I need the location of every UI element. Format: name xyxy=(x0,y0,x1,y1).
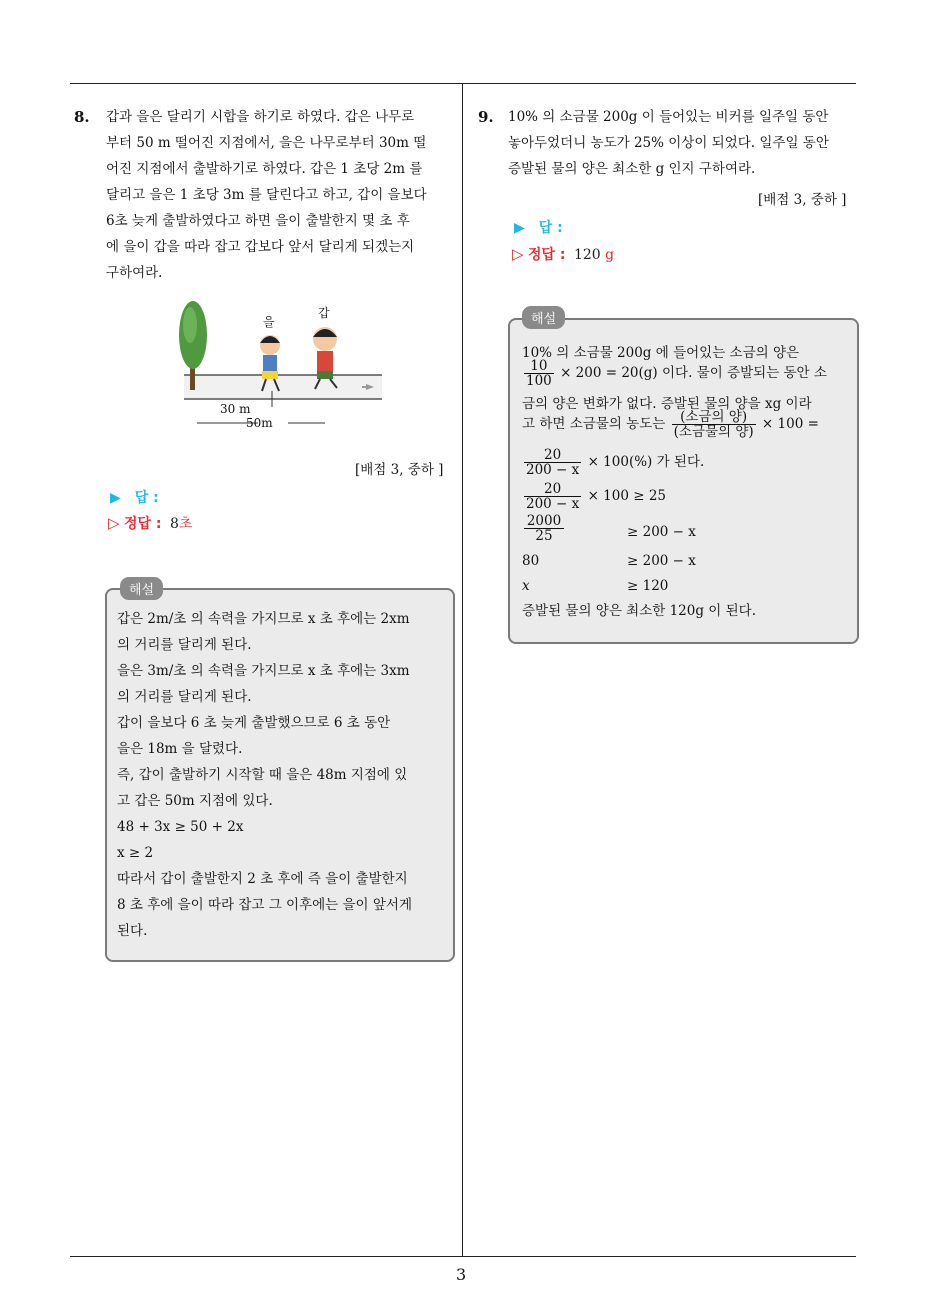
q9-ineq4: x ≥ 120 xyxy=(522,578,669,594)
question-8-text-line: 부터 50 m 떨어진 지점에서, 을은 나무로부터 30m 떨 xyxy=(106,135,427,151)
play-icon: ▶ xyxy=(514,220,525,236)
q9-sol-line1: 10% 의 소금물 200g 에 들어있는 소금의 양은 xyxy=(522,345,800,361)
question-8-solution-line: 의 거리를 달리게 된다. xyxy=(117,637,252,653)
question-8-solution-line: 의 거리를 달리게 된다. xyxy=(117,689,252,705)
q9-ineq2: $\frac{2000}{25}$ ≥ 200 − x xyxy=(522,514,566,543)
running-figure xyxy=(170,295,390,430)
question-8-text-line: 어진 지점에서 출발하기로 하였다. 갑은 1 초당 2m 를 xyxy=(106,161,423,177)
question-9-text-line: 10% 의 소금물 200g 이 들어있는 비커를 일주일 동안 xyxy=(508,109,829,125)
question-8-solution-line: x ≥ 2 xyxy=(117,845,154,861)
question-8-solution-line: 갑이 을보다 6 초 늦게 출발했으므로 6 초 동안 xyxy=(117,715,391,731)
question-8-solution-line: 따라서 갑이 출발한지 2 초 후에 즉 을이 출발한지 xyxy=(117,871,408,887)
question-8-text xyxy=(106,104,456,286)
question-8-solution-line: 을은 3m/초 의 속력을 가지므로 x 초 후에는 3xm xyxy=(117,663,410,679)
bottom-rule xyxy=(70,1256,856,1257)
question-9-correct-answer: ▷ 정답 : 120 g xyxy=(512,245,615,263)
question-9-text-line: 놓아두었더니 농도가 25% 이상이 되었다. 일주일 동안 xyxy=(508,135,829,151)
question-8-text-line: 6초 늦게 출발하였다고 하면 을이 출발한지 몇 초 후 xyxy=(106,213,410,229)
question-9-answer-field[interactable]: ▶ 답 : xyxy=(514,220,563,236)
question-9-text xyxy=(508,104,858,182)
q9-sol-last: 증발된 물의 양은 최소한 120g 이 된다. xyxy=(522,603,756,619)
label-50m: 50m xyxy=(246,416,273,430)
question-8-points: [배점 3, 중하 ] xyxy=(355,462,444,478)
question-8-solution-text xyxy=(117,606,443,944)
question-8-solution-line: 된다. xyxy=(117,923,148,939)
q9-ineq1: $\frac{20}{200 - x}$ × 100 ≥ 25 xyxy=(526,481,667,512)
question-8-text-line: 갑과 을은 달리기 시합을 하기로 하였다. 갑은 나무로 xyxy=(106,109,415,125)
question-8-answer-field[interactable]: ▶ 답 : xyxy=(110,490,159,506)
question-8-solution-line: 을은 18m 을 달렸다. xyxy=(117,741,243,757)
q9-sol-line5: $\frac{20}{200 - x}$ × 100(%) 가 된다. xyxy=(526,447,705,478)
label-30m: 30 m xyxy=(220,402,251,416)
top-rule xyxy=(70,83,856,84)
solution-tag: 해설 xyxy=(522,306,565,329)
question-8-text-line: 구하여라. xyxy=(106,265,163,281)
question-8-text-line: 에 을이 갑을 따라 잡고 갑보다 앞서 달리게 되겠는지 xyxy=(106,239,415,255)
question-8-solution-line: 고 갑은 50m 지점에 있다. xyxy=(117,793,273,809)
question-8-number: 8. xyxy=(74,108,90,126)
question-8-solution-line: 8 초 후에 을이 따라 잡고 그 이후에는 을이 앞서게 xyxy=(117,897,412,913)
question-9-text-line: 증발된 물의 양은 최소한 g 인지 구하여라. xyxy=(508,161,756,177)
outline-triangle-icon: ▷ xyxy=(108,514,120,532)
question-9-number: 9. xyxy=(478,108,494,126)
question-9-points: [배점 3, 중하 ] xyxy=(758,192,847,208)
q9-ineq3: 80 ≥ 200 − x xyxy=(522,553,696,569)
question-8-solution-line: 즉, 갑이 출발하기 시작할 때 을은 48m 지점에 있 xyxy=(117,767,408,783)
label-eul: 을 xyxy=(263,315,275,329)
q9-sol-line4: 고 하면 소금물의 농도는 $\frac{\text{(소금의 양)}}{\text{(소금물의 양)}}$ × 100 = xyxy=(522,409,819,440)
question-8-correct-answer: ▷ 정답 : 8초 xyxy=(108,514,193,532)
solution-tag: 해설 xyxy=(120,577,163,600)
q9-sol-line2: $\frac{10}{100}$ × 200 = 20(g) 이다. 물이 증발되는 동안 소 xyxy=(526,358,827,389)
page-number: 3 xyxy=(456,1265,467,1284)
outline-triangle-icon: ▷ xyxy=(512,245,524,263)
q9-sol-line3: 금의 양은 변화가 없다. 증발된 물의 양을 xg 이라 xyxy=(522,396,812,412)
question-8-solution-line: 갑은 2m/초 의 속력을 가지므로 x 초 후에는 2xm xyxy=(117,611,410,627)
question-8-text-line: 달리고 을은 1 초당 3m 를 달린다고 하고, 갑이 을보다 xyxy=(106,187,427,203)
question-8-solution-line: 48 + 3x ≥ 50 + 2x xyxy=(117,819,244,835)
play-icon: ▶ xyxy=(110,490,121,506)
label-gap: 갑 xyxy=(318,306,330,320)
column-divider xyxy=(462,84,463,1256)
